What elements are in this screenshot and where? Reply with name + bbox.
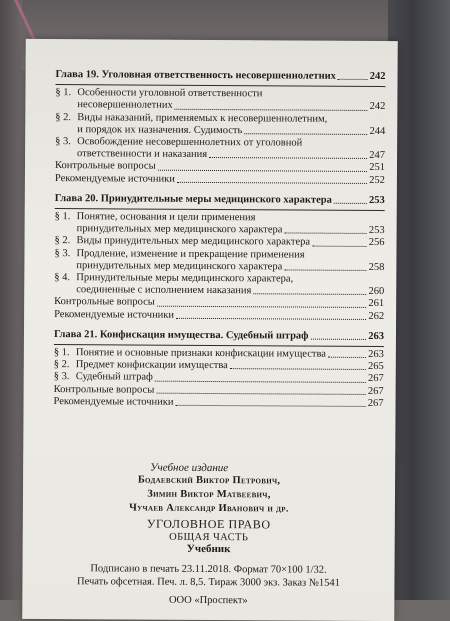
section-number: § 4. — [54, 272, 71, 284]
leader-dots — [230, 369, 366, 371]
toc-entry — [54, 309, 384, 323]
leader-dots — [284, 269, 366, 271]
leader-dots — [284, 233, 366, 235]
toc-section — [55, 112, 385, 138]
toc-chapter — [54, 329, 384, 343]
toc-chapter-title: Глава 19. Уголовная ответственность несовершеннолетних — [55, 69, 336, 82]
leader-dots — [158, 169, 368, 171]
section-title-line: Понятие, основания и цели применения — [76, 211, 256, 224]
background-left — [0, 0, 22, 600]
author-1: Бодаевский Виктор Петрович, — [137, 474, 281, 487]
print-info — [22, 562, 394, 590]
section-number: § 1. — [53, 347, 70, 359]
toc-section — [55, 211, 385, 237]
section-title-line: соединенные с исполнением наказания — [76, 284, 252, 297]
toc-chapter-title: Глава 21. Конфискация имущества. Судебный штраф — [53, 328, 309, 342]
toc-page-number: 256 — [368, 237, 385, 249]
book-page — [22, 39, 398, 621]
publisher: ООО «Проспект» — [168, 594, 248, 607]
section-title-line: Предмет конфискации имущества — [75, 359, 228, 372]
leader-dots — [176, 318, 366, 320]
leader-dots — [312, 245, 367, 246]
leader-dots — [338, 79, 368, 80]
leader-dots — [244, 133, 367, 135]
toc-chapter — [56, 69, 386, 83]
section-number: § 2. — [55, 111, 72, 123]
toc-entry — [55, 173, 385, 187]
section-title-line: Виды принудительных мер медицинского характера — [76, 235, 311, 249]
section-title-line: несовершеннолетних — [77, 99, 173, 112]
toc-page-number: 251 — [369, 162, 386, 174]
toc-page-number: 244 — [369, 125, 386, 137]
toc-section — [55, 87, 385, 113]
leader-dots — [253, 294, 366, 296]
section-title-line: принудительных мер медицинского характера — [76, 223, 283, 236]
leader-dots — [334, 203, 367, 204]
section-number: § 2. — [53, 359, 70, 371]
toc-entry-title: Контрольные вопросы — [53, 383, 155, 396]
author-3: Чучаев Александр Иванович и др. — [129, 502, 289, 515]
section-number: § 3. — [54, 247, 71, 259]
section-number: § 1. — [55, 87, 72, 99]
imprint-block — [22, 461, 395, 607]
toc-page-number: 252 — [369, 174, 385, 186]
toc-page-number: 267 — [367, 397, 384, 409]
section-title-line: Принудительные меры медицинского характера, — [76, 272, 294, 285]
book-title: УГОЛОВНОЕ ПРАВО — [146, 516, 271, 532]
toc-page-number: 265 — [367, 361, 384, 373]
toc-entry-title: Рекомендуемые источники — [54, 172, 175, 185]
leader-dots — [175, 108, 368, 110]
toc-page-number: 253 — [369, 194, 385, 206]
toc-page-number: 258 — [368, 261, 385, 273]
author-2: Зимин Виктор Матвеевич, — [147, 488, 271, 501]
toc-page-number: 247 — [369, 150, 386, 162]
toc-page-number: 262 — [368, 310, 385, 322]
toc-section — [55, 136, 385, 162]
section-title-line: Понятие и основные признаки конфискации имущества — [75, 347, 326, 360]
toc-section — [54, 248, 384, 274]
toc-page-number: 263 — [368, 330, 384, 342]
leader-dots — [155, 380, 366, 382]
toc-page-number: 267 — [367, 373, 384, 385]
toc-section — [54, 272, 384, 298]
toc-page-number: 242 — [369, 101, 386, 113]
toc-page-number: 253 — [368, 225, 385, 237]
section-title-line: Особенности уголовной ответственности — [77, 87, 263, 100]
leader-dots — [177, 182, 367, 184]
toc-page-number: 260 — [368, 286, 385, 298]
toc-entry-title: Рекомендуемые источники — [53, 395, 174, 408]
toc-page-number: 263 — [368, 349, 384, 361]
section-title-line: Виды наказаний, применяемых к несовершеннолетним, — [77, 111, 328, 125]
section-number: § 3. — [55, 136, 71, 148]
edition-type: Учебное издание — [150, 461, 229, 475]
toc-chapter — [55, 193, 385, 207]
section-number: § 2. — [54, 235, 71, 247]
section-title-line: принудительных мер медицинского характера — [76, 260, 283, 273]
toc-entry — [54, 396, 384, 410]
section-title-line: Освобождение несовершеннолетних от уголовной — [77, 136, 303, 149]
toc-page-number: 261 — [368, 298, 385, 310]
print-line-1: Подписано в печать 23.11.2018. Формат 70×100 1/32. — [90, 563, 327, 576]
toc-page-number: 242 — [369, 70, 386, 83]
book-kind: Учебник — [186, 542, 231, 556]
toc-entry-title: Контрольные вопросы — [54, 296, 155, 309]
book-subtitle: ОБЩАЯ ЧАСТЬ — [169, 531, 249, 544]
print-line-2: Печать офсетная. Печ. л. 8,5. Тираж 3000 экз. Заказ №1541 — [76, 576, 340, 589]
toc-page-number: 267 — [367, 385, 384, 397]
table-of-contents — [54, 69, 386, 410]
section-number: § 1. — [54, 211, 71, 223]
section-title-line: и порядок их назначения. Судимость — [77, 123, 243, 137]
section-title-line: Продление, изменение и прекращение применения — [76, 247, 305, 261]
section-title-line: Судебный штраф — [75, 371, 153, 384]
leader-dots — [328, 357, 366, 358]
section-title-line: ответственности и наказания — [77, 148, 208, 161]
toc-entry-title: Рекомендуемые источники — [54, 308, 175, 321]
toc-entry-title: Контрольные вопросы — [54, 160, 156, 173]
leader-dots — [157, 305, 367, 307]
section-number: § 3. — [53, 371, 70, 383]
toc-chapter-title: Глава 20. Принудительные меры медицинского характера — [54, 192, 332, 206]
leader-dots — [156, 393, 366, 395]
leader-dots — [310, 339, 366, 340]
leader-dots — [209, 157, 367, 159]
leader-dots — [175, 405, 365, 407]
